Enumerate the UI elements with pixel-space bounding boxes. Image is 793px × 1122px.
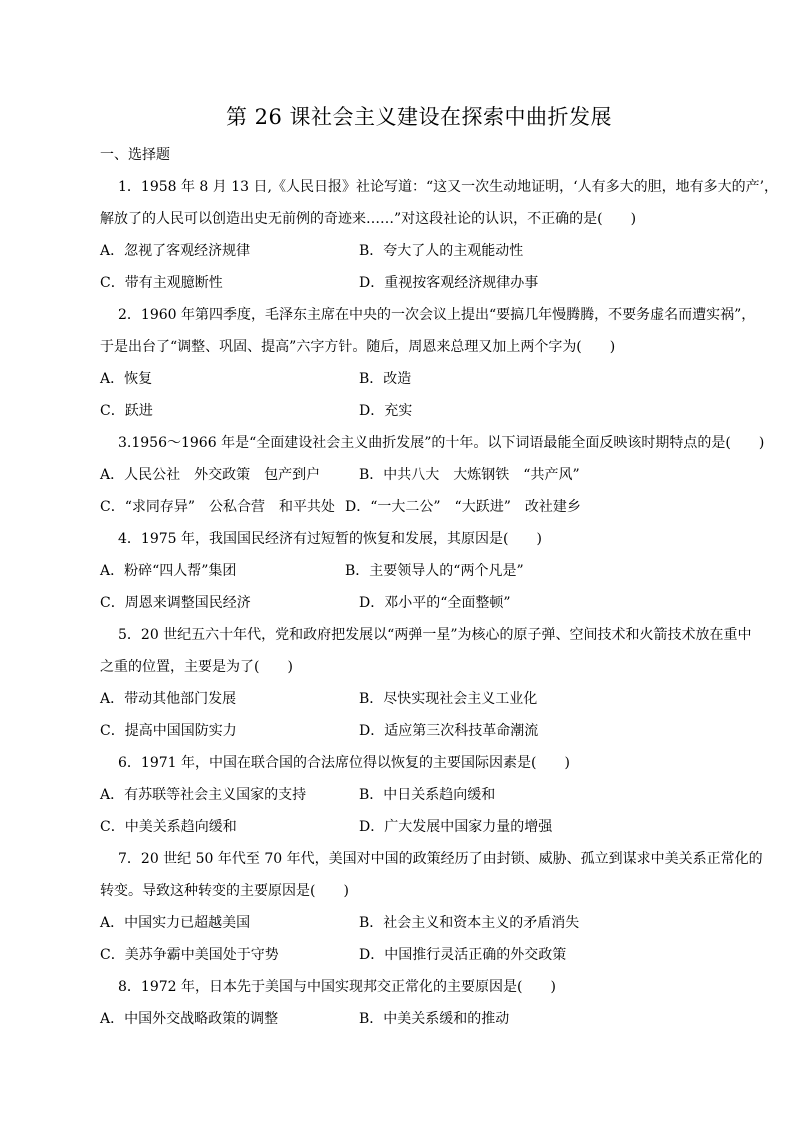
question-8-option-a: A．中国外交战略政策的调整 [100,1011,279,1027]
question-5-option-d: D．适应第三次科技革命潮流 [359,723,539,739]
question-8-stem-line-1: 8．1972 年，日本先于美国与中国实现邦交正常化的主要原因是( ) [118,979,556,995]
question-1-option-a: A．忽视了客观经济规律 [100,243,251,259]
question-2-option-d: D．充实 [359,403,413,419]
question-7-option-a: A．中国实力已超越美国 [100,915,251,931]
page-title: 第 26 课社会主义建设在探索中曲折发展 [225,105,613,129]
question-2-option-a: A．恢复 [100,371,153,387]
question-3-stem-line-1: 3.1956～1966 年是“全面建设社会主义曲折发展”的十年。以下词语最能全面反映该时期特点的是( ) [118,435,765,451]
question-1-option-b: B．夸大了人的主观能动性 [359,243,524,259]
question-4-option-d: D．邓小平的“全面整顿” [359,595,511,611]
question-3-option-d: D．“一大二公” “大跃进” 改社建乡 [345,499,581,515]
section-heading: 一、选择题 [100,147,170,163]
question-7-stem-line-2: 转变。导致这种转变的主要原因是( ) [100,883,349,899]
question-2-stem-line-2: 于是出台了“调整、巩固、提高”六字方针。随后，周恩来总理又加上两个字为( ) [100,339,616,355]
question-7-stem-line-1: 7．20 世纪 50 年代至 70 年代，美国对中国的政策经历了由封锁、威胁、孤立到谋求中美关系正常化的 [118,851,763,867]
question-5-stem-line-2: 之重的位置，主要是为了( ) [100,659,293,675]
question-4-option-c: C．周恩来调整国民经济 [100,595,251,611]
question-2-option-b: B．改造 [359,371,412,387]
question-3-option-a: A．人民公社 外交政策 包产到户 [100,467,321,483]
question-1-option-d: D．重视按客观经济规律办事 [359,275,539,291]
question-8-option-b: B．中美关系缓和的推动 [359,1011,510,1027]
question-7-option-c: C．美苏争霸中美国处于守势 [100,947,279,963]
question-2-stem-line-1: 2．1960 年第四季度，毛泽东主席在中央的一次会议上提出“要搞几年慢腾腾，不要务虚名而遭实祸”， [118,307,756,323]
question-5-stem-line-1: 5．20 世纪五六十年代，党和政府把发展以“两弹一星”为核心的原子弹、空间技术和火箭技术放在重中 [118,627,752,643]
question-4-option-a: A．粉碎“四人帮”集团 [100,563,237,579]
question-6-stem-line-1: 6．1971 年，中国在联合国的合法席位得以恢复的主要国际因素是( ) [118,755,570,771]
question-5-option-a: A．带动其他部门发展 [100,691,237,707]
question-6-option-c: C．中美关系趋向缓和 [100,819,237,835]
question-2-option-c: C．跃进 [100,403,153,419]
question-6-option-b: B．中日关系趋向缓和 [359,787,496,803]
question-5-option-b: B．尽快实现社会主义工业化 [359,691,538,707]
question-4-stem-line-1: 4．1975 年，我国国民经济有过短暂的恢复和发展，其原因是( ) [118,531,542,547]
question-4-option-b: B．主要领导人的“两个凡是” [345,563,524,579]
question-7-option-b: B．社会主义和资本主义的矛盾消失 [359,915,580,931]
question-1-stem-line-1: 1．1958 年 8 月 13 日,《人民日报》社论写道：“这又一次生动地证明，‘人有多大的胆，地有多大的产’， [118,179,779,195]
question-3-option-b: B．中共八大 大炼钢铁 “共产风” [359,467,580,483]
question-5-option-c: C．提高中国国防实力 [100,723,237,739]
question-3-option-c: C．“求同存异” 公私合营 和平共处 [100,499,336,515]
question-7-option-d: D．中国推行灵活正确的外交政策 [359,947,567,963]
question-1-option-c: C．带有主观臆断性 [100,275,223,291]
question-6-option-d: D．广大发展中国家力量的增强 [359,819,553,835]
question-6-option-a: A．有苏联等社会主义国家的支持 [100,787,307,803]
question-1-stem-line-2: 解放了的人民可以创造出史无前例的奇迹来……”对这段社论的认识，不正确的是( ) [100,211,637,227]
